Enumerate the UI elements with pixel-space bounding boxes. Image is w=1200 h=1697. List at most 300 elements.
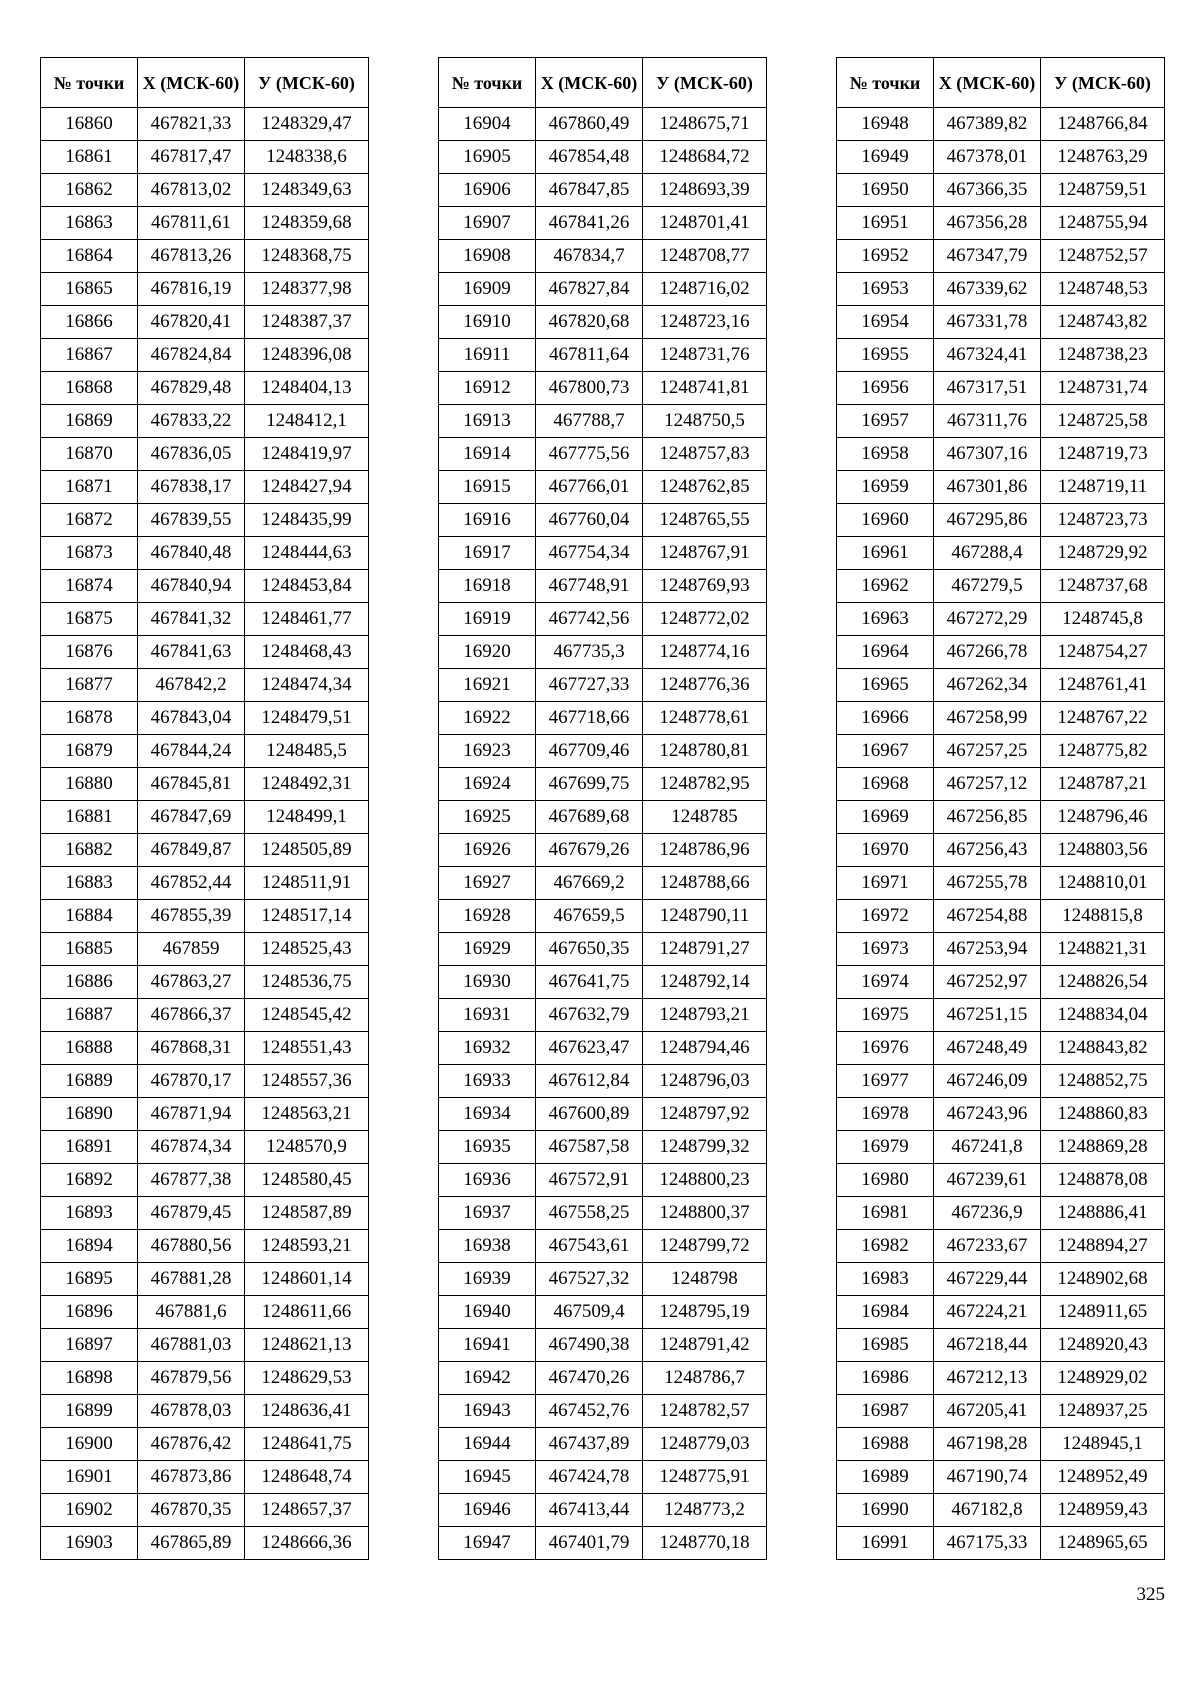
y-coordinate-cell: 1248587,89: [245, 1197, 369, 1230]
x-coordinate-cell: 467800,73: [536, 372, 643, 405]
point-number-cell: 16922: [439, 702, 536, 735]
y-coordinate-cell: 1248965,65: [1041, 1527, 1165, 1560]
table-row: [439, 537, 767, 570]
y-coordinate-cell: 1248759,51: [1041, 174, 1165, 207]
point-number-cell: 16937: [439, 1197, 536, 1230]
table-row: [837, 636, 1165, 669]
header-y-coordinate: У (МСК-60): [643, 58, 767, 108]
x-coordinate-cell: 467742,56: [536, 603, 643, 636]
x-coordinate-cell: 467218,44: [934, 1329, 1041, 1362]
table-row: [439, 339, 767, 372]
y-coordinate-cell: 1248797,92: [643, 1098, 767, 1131]
point-number-cell: 16867: [41, 339, 138, 372]
x-coordinate-cell: 467255,78: [934, 867, 1041, 900]
y-coordinate-cell: 1248693,39: [643, 174, 767, 207]
y-coordinate-cell: 1248791,42: [643, 1329, 767, 1362]
point-number-cell: 16891: [41, 1131, 138, 1164]
y-coordinate-cell: 1248902,68: [1041, 1263, 1165, 1296]
point-number-cell: 16874: [41, 570, 138, 603]
point-number-cell: 16910: [439, 306, 536, 339]
x-coordinate-cell: 467190,74: [934, 1461, 1041, 1494]
y-coordinate-cell: 1248748,53: [1041, 273, 1165, 306]
y-coordinate-cell: 1248636,41: [245, 1395, 369, 1428]
y-coordinate-cell: 1248479,51: [245, 702, 369, 735]
point-number-cell: 16944: [439, 1428, 536, 1461]
x-coordinate-cell: 467288,4: [934, 537, 1041, 570]
y-coordinate-cell: 1248782,95: [643, 768, 767, 801]
point-number-cell: 16980: [837, 1164, 934, 1197]
table-row: [837, 1032, 1165, 1065]
y-coordinate-cell: 1248852,75: [1041, 1065, 1165, 1098]
x-coordinate-cell: 467827,84: [536, 273, 643, 306]
x-coordinate-cell: 467424,78: [536, 1461, 643, 1494]
y-coordinate-cell: 1248834,04: [1041, 999, 1165, 1032]
point-number-cell: 16968: [837, 768, 934, 801]
y-coordinate-cell: 1248419,97: [245, 438, 369, 471]
point-number-cell: 16963: [837, 603, 934, 636]
table-row: [837, 471, 1165, 504]
y-coordinate-cell: 1248601,14: [245, 1263, 369, 1296]
table-row: [439, 834, 767, 867]
x-coordinate-cell: 467834,7: [536, 240, 643, 273]
point-number-cell: 16957: [837, 405, 934, 438]
y-coordinate-cell: 1248796,03: [643, 1065, 767, 1098]
x-coordinate-cell: 467879,56: [138, 1362, 245, 1395]
point-number-cell: 16943: [439, 1395, 536, 1428]
table-row: [41, 141, 369, 174]
point-number-cell: 16976: [837, 1032, 934, 1065]
point-number-cell: 16941: [439, 1329, 536, 1362]
y-coordinate-cell: 1248766,84: [1041, 108, 1165, 141]
x-coordinate-cell: 467841,32: [138, 603, 245, 636]
x-coordinate-cell: 467233,67: [934, 1230, 1041, 1263]
x-coordinate-cell: 467347,79: [934, 240, 1041, 273]
table-row: [439, 1527, 767, 1560]
x-coordinate-cell: 467527,32: [536, 1263, 643, 1296]
y-coordinate-cell: 1248815,8: [1041, 900, 1165, 933]
y-coordinate-cell: 1248860,83: [1041, 1098, 1165, 1131]
point-number-cell: 16921: [439, 669, 536, 702]
table-body: [41, 108, 369, 1560]
point-number-cell: 16877: [41, 669, 138, 702]
x-coordinate-cell: 467257,25: [934, 735, 1041, 768]
y-coordinate-cell: 1248780,81: [643, 735, 767, 768]
x-coordinate-cell: 467881,6: [138, 1296, 245, 1329]
table-row: [41, 900, 369, 933]
point-number-cell: 16930: [439, 966, 536, 999]
y-coordinate-cell: 1248772,02: [643, 603, 767, 636]
point-number-cell: 16990: [837, 1494, 934, 1527]
point-number-cell: 16873: [41, 537, 138, 570]
table-row: [439, 1098, 767, 1131]
x-coordinate-cell: 467863,27: [138, 966, 245, 999]
table-row: [837, 768, 1165, 801]
table-row: [41, 1230, 369, 1263]
point-number-cell: 16932: [439, 1032, 536, 1065]
table-row: [837, 1065, 1165, 1098]
point-number-cell: 16986: [837, 1362, 934, 1395]
point-number-cell: 16904: [439, 108, 536, 141]
y-coordinate-cell: 1248536,75: [245, 966, 369, 999]
x-coordinate-cell: 467254,88: [934, 900, 1041, 933]
x-coordinate-cell: 467236,9: [934, 1197, 1041, 1230]
y-coordinate-cell: 1248769,93: [643, 570, 767, 603]
y-coordinate-cell: 1248754,27: [1041, 636, 1165, 669]
y-coordinate-cell: 1248517,14: [245, 900, 369, 933]
point-number-cell: 16953: [837, 273, 934, 306]
y-coordinate-cell: 1248911,65: [1041, 1296, 1165, 1329]
x-coordinate-cell: 467198,28: [934, 1428, 1041, 1461]
x-coordinate-cell: 467689,68: [536, 801, 643, 834]
table-row: [439, 801, 767, 834]
point-number-cell: 16960: [837, 504, 934, 537]
y-coordinate-cell: 1248329,47: [245, 108, 369, 141]
x-coordinate-cell: 467229,44: [934, 1263, 1041, 1296]
table-row: [439, 1494, 767, 1527]
y-coordinate-cell: 1248920,43: [1041, 1329, 1165, 1362]
x-coordinate-cell: 467842,2: [138, 669, 245, 702]
y-coordinate-cell: 1248782,57: [643, 1395, 767, 1428]
table-row: [41, 372, 369, 405]
table-row: [41, 306, 369, 339]
x-coordinate-cell: 467775,56: [536, 438, 643, 471]
y-coordinate-cell: 1248757,83: [643, 438, 767, 471]
table-row: [41, 504, 369, 537]
x-coordinate-cell: 467272,29: [934, 603, 1041, 636]
x-coordinate-cell: 467876,42: [138, 1428, 245, 1461]
point-number-cell: 16991: [837, 1527, 934, 1560]
table-row: [837, 240, 1165, 273]
y-coordinate-cell: 1248396,08: [245, 339, 369, 372]
x-coordinate-cell: 467735,3: [536, 636, 643, 669]
table-row: [837, 603, 1165, 636]
table-row: [837, 1395, 1165, 1428]
y-coordinate-cell: 1248952,49: [1041, 1461, 1165, 1494]
table-row: [41, 966, 369, 999]
table-row: [439, 207, 767, 240]
point-number-cell: 16959: [837, 471, 934, 504]
y-coordinate-cell: 1248803,56: [1041, 834, 1165, 867]
point-number-cell: 16903: [41, 1527, 138, 1560]
table-row: [837, 174, 1165, 207]
table-row: [439, 669, 767, 702]
y-coordinate-cell: 1248485,5: [245, 735, 369, 768]
y-coordinate-cell: 1248412,1: [245, 405, 369, 438]
y-coordinate-cell: 1248767,91: [643, 537, 767, 570]
y-coordinate-cell: 1248593,21: [245, 1230, 369, 1263]
y-coordinate-cell: 1248570,9: [245, 1131, 369, 1164]
x-coordinate-cell: 467844,24: [138, 735, 245, 768]
y-coordinate-cell: 1248525,43: [245, 933, 369, 966]
point-number-cell: 16875: [41, 603, 138, 636]
x-coordinate-cell: 467870,17: [138, 1065, 245, 1098]
x-coordinate-cell: 467401,79: [536, 1527, 643, 1560]
point-number-cell: 16916: [439, 504, 536, 537]
x-coordinate-cell: 467699,75: [536, 768, 643, 801]
point-number-cell: 16880: [41, 768, 138, 801]
y-coordinate-cell: 1248741,81: [643, 372, 767, 405]
y-coordinate-cell: 1248349,63: [245, 174, 369, 207]
y-coordinate-cell: 1248799,32: [643, 1131, 767, 1164]
x-coordinate-cell: 467849,87: [138, 834, 245, 867]
table-row: [439, 1395, 767, 1428]
x-coordinate-cell: 467301,86: [934, 471, 1041, 504]
table-row: [837, 1164, 1165, 1197]
point-number-cell: 16987: [837, 1395, 934, 1428]
point-number-cell: 16864: [41, 240, 138, 273]
table-row: [41, 1131, 369, 1164]
point-number-cell: 16979: [837, 1131, 934, 1164]
table-row: [439, 702, 767, 735]
table-row: [439, 735, 767, 768]
y-coordinate-cell: 1248684,72: [643, 141, 767, 174]
point-number-cell: 16879: [41, 735, 138, 768]
point-number-cell: 16912: [439, 372, 536, 405]
point-number-cell: 16977: [837, 1065, 934, 1098]
table-row: [41, 108, 369, 141]
y-coordinate-cell: 1248499,1: [245, 801, 369, 834]
x-coordinate-cell: 467845,81: [138, 768, 245, 801]
table-row: [439, 1197, 767, 1230]
y-coordinate-cell: 1248959,43: [1041, 1494, 1165, 1527]
x-coordinate-cell: 467871,94: [138, 1098, 245, 1131]
x-coordinate-cell: 467279,5: [934, 570, 1041, 603]
point-number-cell: 16978: [837, 1098, 934, 1131]
y-coordinate-cell: 1248755,94: [1041, 207, 1165, 240]
point-number-cell: 16984: [837, 1296, 934, 1329]
point-number-cell: 16886: [41, 966, 138, 999]
table-row: [439, 900, 767, 933]
x-coordinate-cell: 467855,39: [138, 900, 245, 933]
table-row: [837, 867, 1165, 900]
table-row: [41, 174, 369, 207]
y-coordinate-cell: 1248716,02: [643, 273, 767, 306]
point-number-cell: 16901: [41, 1461, 138, 1494]
table-row: [439, 603, 767, 636]
point-number-cell: 16899: [41, 1395, 138, 1428]
point-number-cell: 16923: [439, 735, 536, 768]
table-row: [41, 768, 369, 801]
y-coordinate-cell: 1248778,61: [643, 702, 767, 735]
x-coordinate-cell: 467760,04: [536, 504, 643, 537]
y-coordinate-cell: 1248785: [643, 801, 767, 834]
y-coordinate-cell: 1248790,11: [643, 900, 767, 933]
x-coordinate-cell: 467878,03: [138, 1395, 245, 1428]
point-number-cell: 16919: [439, 603, 536, 636]
point-number-cell: 16945: [439, 1461, 536, 1494]
table-row: [41, 1461, 369, 1494]
x-coordinate-cell: 467251,15: [934, 999, 1041, 1032]
x-coordinate-cell: 467866,37: [138, 999, 245, 1032]
table-row: [837, 669, 1165, 702]
x-coordinate-cell: 467813,26: [138, 240, 245, 273]
x-coordinate-cell: 467788,7: [536, 405, 643, 438]
table-row: [837, 1098, 1165, 1131]
y-coordinate-cell: 1248945,1: [1041, 1428, 1165, 1461]
x-coordinate-cell: 467824,84: [138, 339, 245, 372]
y-coordinate-cell: 1248723,73: [1041, 504, 1165, 537]
table-row: [837, 1461, 1165, 1494]
header-x-coordinate: X (МСК-60): [934, 58, 1041, 108]
table-row: [439, 933, 767, 966]
x-coordinate-cell: 467252,97: [934, 966, 1041, 999]
table-row: [41, 1395, 369, 1428]
point-number-cell: 16958: [837, 438, 934, 471]
x-coordinate-cell: 467212,13: [934, 1362, 1041, 1395]
point-number-cell: 16908: [439, 240, 536, 273]
y-coordinate-cell: 1248752,57: [1041, 240, 1165, 273]
point-number-cell: 16896: [41, 1296, 138, 1329]
y-coordinate-cell: 1248787,21: [1041, 768, 1165, 801]
x-coordinate-cell: 467829,48: [138, 372, 245, 405]
header-x-coordinate: X (МСК-60): [536, 58, 643, 108]
point-number-cell: 16893: [41, 1197, 138, 1230]
point-number-cell: 16913: [439, 405, 536, 438]
x-coordinate-cell: 467256,43: [934, 834, 1041, 867]
point-number-cell: 16898: [41, 1362, 138, 1395]
point-number-cell: 16946: [439, 1494, 536, 1527]
table-row: [837, 1197, 1165, 1230]
point-number-cell: 16917: [439, 537, 536, 570]
y-coordinate-cell: 1248492,31: [245, 768, 369, 801]
x-coordinate-cell: 467600,89: [536, 1098, 643, 1131]
point-number-cell: 16989: [837, 1461, 934, 1494]
y-coordinate-cell: 1248731,76: [643, 339, 767, 372]
x-coordinate-cell: 467612,84: [536, 1065, 643, 1098]
x-coordinate-cell: 467331,78: [934, 306, 1041, 339]
header-x-coordinate: X (МСК-60): [138, 58, 245, 108]
point-number-cell: 16927: [439, 867, 536, 900]
point-number-cell: 16900: [41, 1428, 138, 1461]
point-number-cell: 16973: [837, 933, 934, 966]
point-number-cell: 16947: [439, 1527, 536, 1560]
y-coordinate-cell: 1248774,16: [643, 636, 767, 669]
x-coordinate-cell: 467839,55: [138, 504, 245, 537]
point-number-cell: 16884: [41, 900, 138, 933]
x-coordinate-cell: 467307,16: [934, 438, 1041, 471]
table-row: [41, 1329, 369, 1362]
table-row: [837, 108, 1165, 141]
table-row: [439, 1230, 767, 1263]
y-coordinate-cell: 1248745,8: [1041, 603, 1165, 636]
table-row: [41, 1098, 369, 1131]
point-number-cell: 16894: [41, 1230, 138, 1263]
point-number-cell: 16935: [439, 1131, 536, 1164]
x-coordinate-cell: 467709,46: [536, 735, 643, 768]
x-coordinate-cell: 467262,34: [934, 669, 1041, 702]
table-row: [837, 141, 1165, 174]
table-row: [837, 966, 1165, 999]
point-number-cell: 16988: [837, 1428, 934, 1461]
x-coordinate-cell: 467833,22: [138, 405, 245, 438]
table-header-row: [41, 58, 369, 108]
table-row: [837, 504, 1165, 537]
table-row: [439, 1131, 767, 1164]
y-coordinate-cell: 1248737,68: [1041, 570, 1165, 603]
point-number-cell: 16860: [41, 108, 138, 141]
coordinates-table-3: [836, 57, 1165, 1560]
y-coordinate-cell: 1248795,19: [643, 1296, 767, 1329]
point-number-cell: 16966: [837, 702, 934, 735]
point-number-cell: 16929: [439, 933, 536, 966]
x-coordinate-cell: 467650,35: [536, 933, 643, 966]
x-coordinate-cell: 467258,99: [934, 702, 1041, 735]
x-coordinate-cell: 467880,56: [138, 1230, 245, 1263]
point-number-cell: 16865: [41, 273, 138, 306]
y-coordinate-cell: 1248826,54: [1041, 966, 1165, 999]
x-coordinate-cell: 467766,01: [536, 471, 643, 504]
table-row: [837, 1131, 1165, 1164]
table-row: [41, 669, 369, 702]
table-row: [41, 570, 369, 603]
coordinates-table-1: [40, 57, 369, 1560]
table-row: [439, 966, 767, 999]
point-number-cell: 16948: [837, 108, 934, 141]
y-coordinate-cell: 1248775,91: [643, 1461, 767, 1494]
y-coordinate-cell: 1248773,2: [643, 1494, 767, 1527]
y-coordinate-cell: 1248666,36: [245, 1527, 369, 1560]
x-coordinate-cell: 467881,28: [138, 1263, 245, 1296]
coordinates-table-2: [438, 57, 767, 1560]
table-row: [837, 372, 1165, 405]
x-coordinate-cell: 467817,47: [138, 141, 245, 174]
y-coordinate-cell: 1248799,72: [643, 1230, 767, 1263]
x-coordinate-cell: 467253,94: [934, 933, 1041, 966]
table-row: [41, 867, 369, 900]
table-row: [41, 1362, 369, 1395]
point-number-cell: 16940: [439, 1296, 536, 1329]
point-number-cell: 16888: [41, 1032, 138, 1065]
y-coordinate-cell: 1248786,96: [643, 834, 767, 867]
x-coordinate-cell: 467843,04: [138, 702, 245, 735]
y-coordinate-cell: 1248796,46: [1041, 801, 1165, 834]
table-row: [41, 1494, 369, 1527]
point-number-cell: 16905: [439, 141, 536, 174]
point-number-cell: 16914: [439, 438, 536, 471]
table-row: [41, 471, 369, 504]
y-coordinate-cell: 1248821,31: [1041, 933, 1165, 966]
y-coordinate-cell: 1248621,13: [245, 1329, 369, 1362]
table-row: [41, 735, 369, 768]
table-row: [837, 570, 1165, 603]
x-coordinate-cell: 467816,19: [138, 273, 245, 306]
y-coordinate-cell: 1248719,73: [1041, 438, 1165, 471]
table-row: [41, 405, 369, 438]
table-row: [41, 339, 369, 372]
x-coordinate-cell: 467257,12: [934, 768, 1041, 801]
x-coordinate-cell: 467389,82: [934, 108, 1041, 141]
point-number-cell: 16967: [837, 735, 934, 768]
point-number-cell: 16985: [837, 1329, 934, 1362]
table-row: [439, 1263, 767, 1296]
point-number-cell: 16883: [41, 867, 138, 900]
x-coordinate-cell: 467870,35: [138, 1494, 245, 1527]
point-number-cell: 16861: [41, 141, 138, 174]
point-number-cell: 16862: [41, 174, 138, 207]
x-coordinate-cell: 467378,01: [934, 141, 1041, 174]
x-coordinate-cell: 467811,64: [536, 339, 643, 372]
x-coordinate-cell: 467437,89: [536, 1428, 643, 1461]
point-number-cell: 16961: [837, 537, 934, 570]
table-row: [439, 108, 767, 141]
table-body: [837, 108, 1165, 1560]
x-coordinate-cell: 467669,2: [536, 867, 643, 900]
y-coordinate-cell: 1248404,13: [245, 372, 369, 405]
x-coordinate-cell: 467820,68: [536, 306, 643, 339]
x-coordinate-cell: 467632,79: [536, 999, 643, 1032]
x-coordinate-cell: 467239,61: [934, 1164, 1041, 1197]
y-coordinate-cell: 1248779,03: [643, 1428, 767, 1461]
